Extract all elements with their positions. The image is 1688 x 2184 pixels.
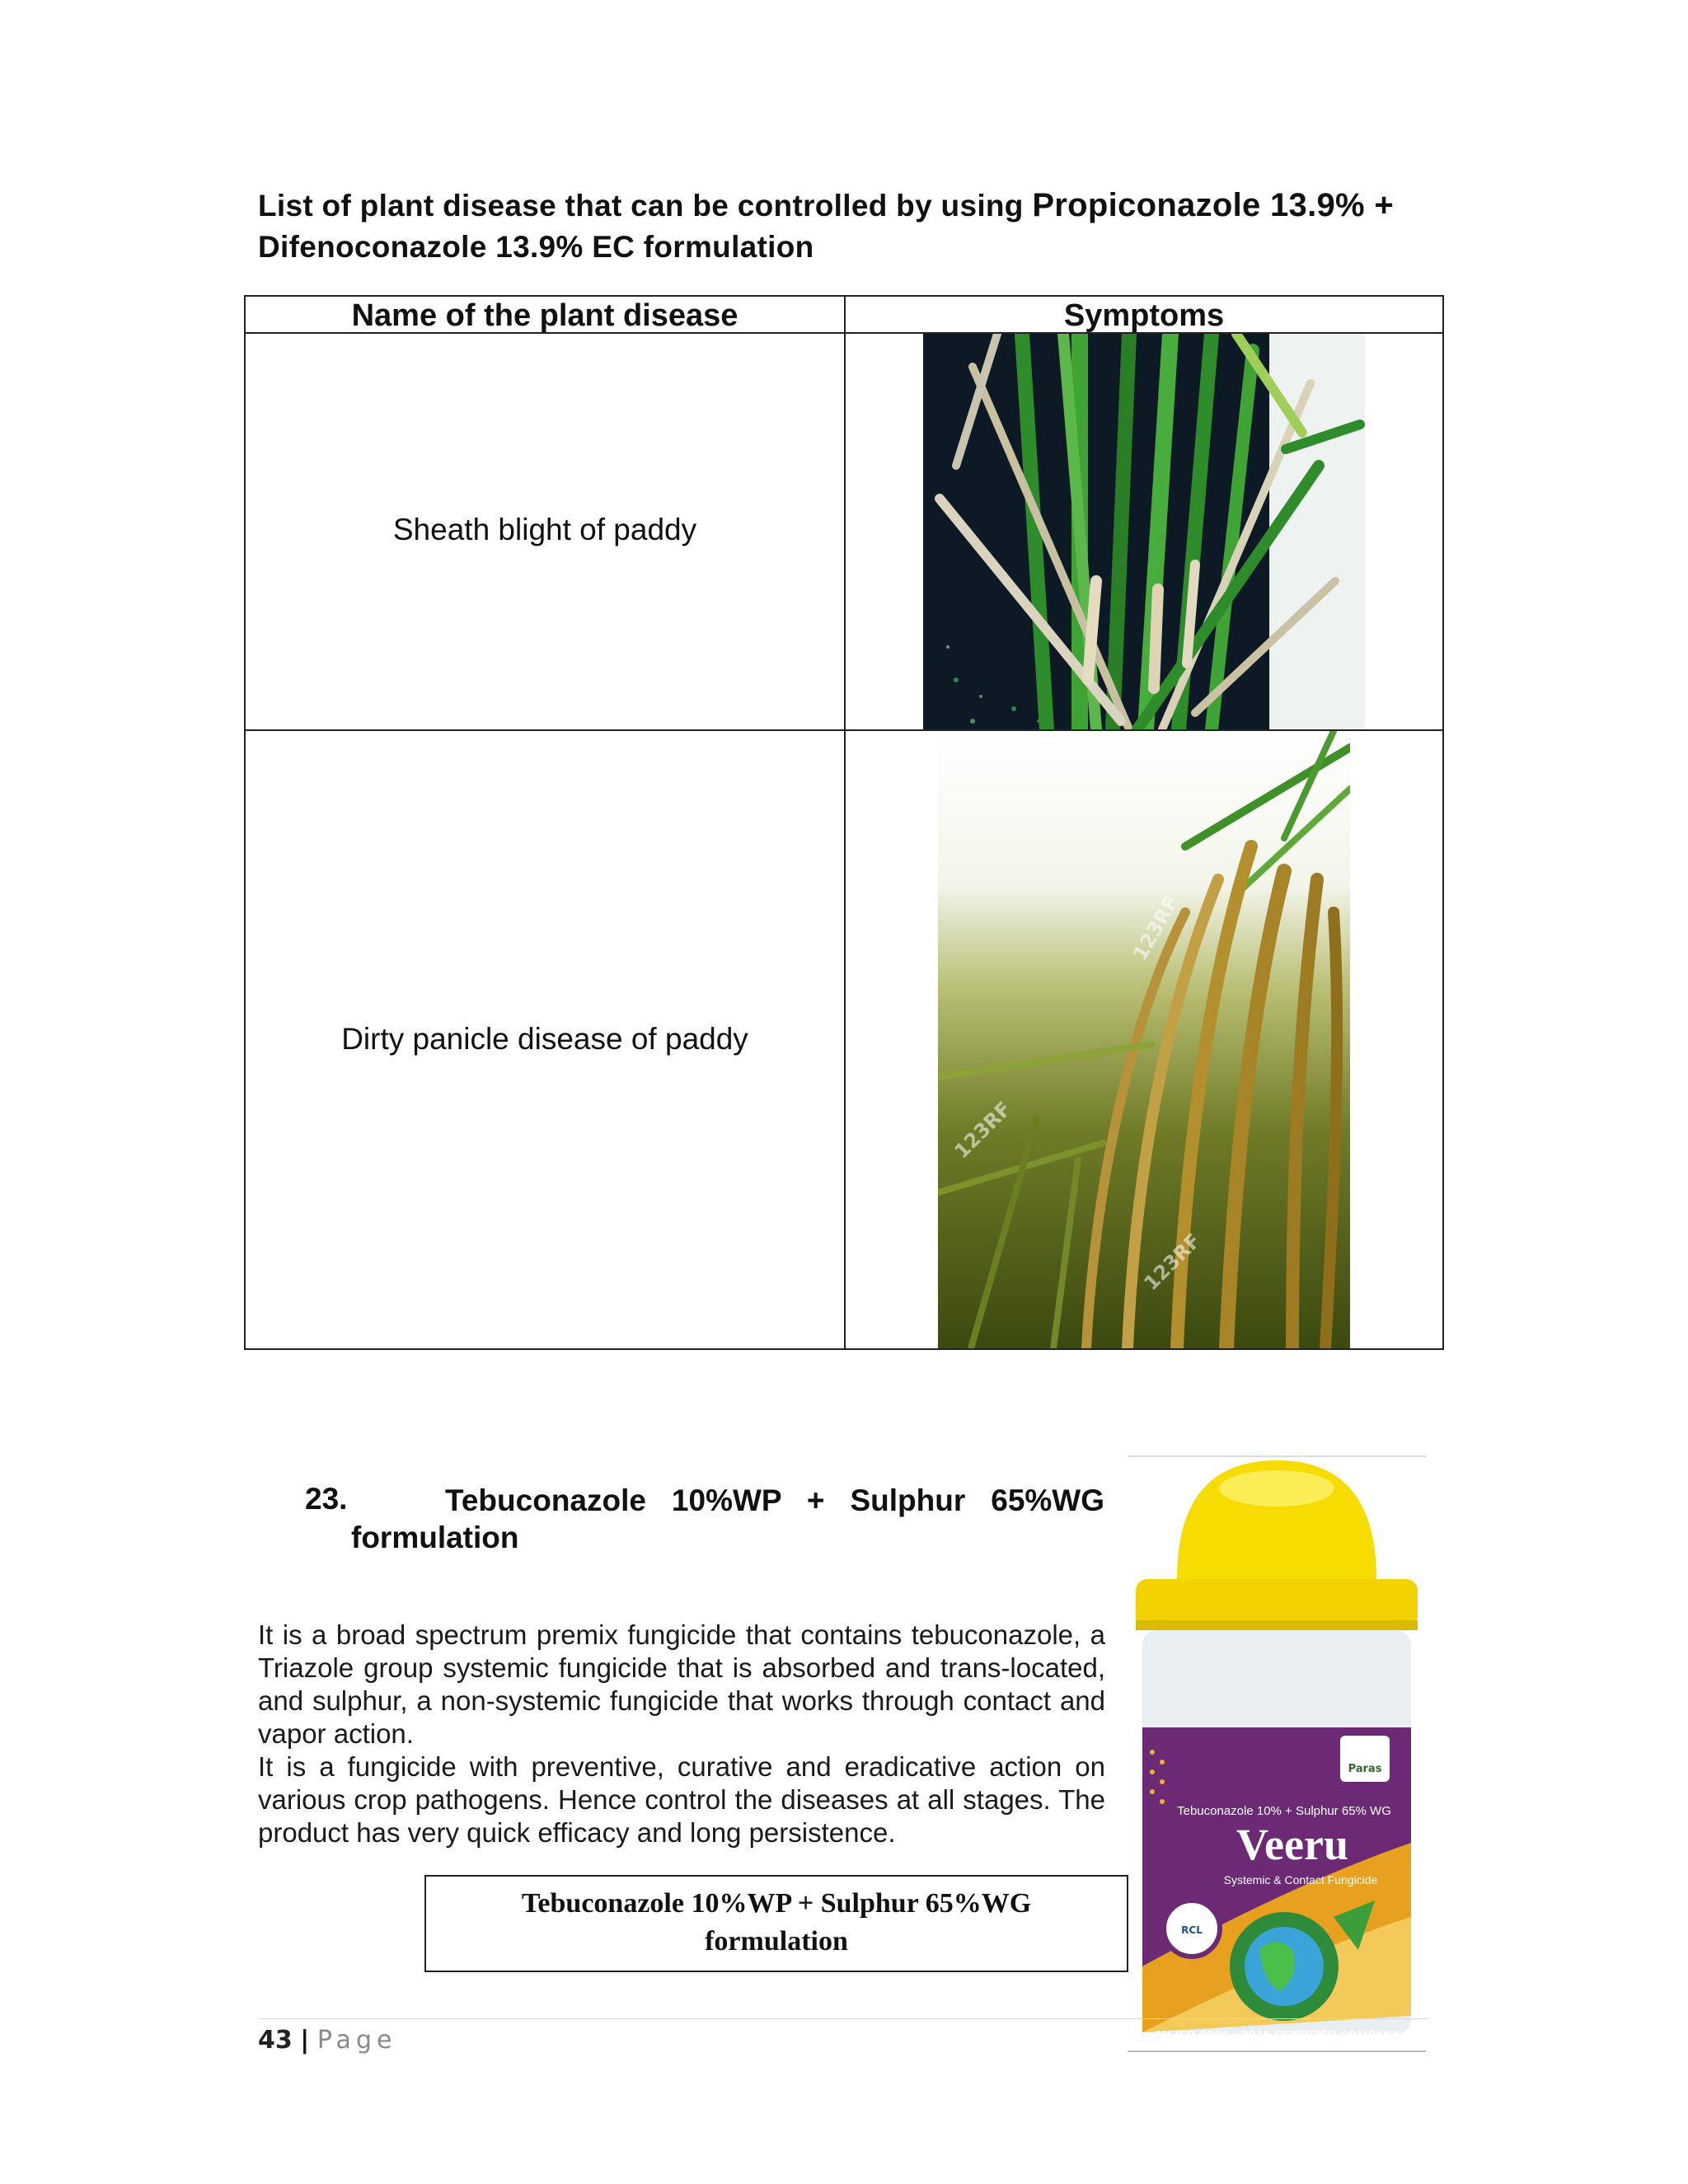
page-number: 43	[258, 2026, 293, 2055]
product-cert: AN ISO 9001 : 2015 CERTIFIED COMPANY	[1153, 2030, 1400, 2042]
formulation-caption-line1: Tebuconazole 10%WP + Sulphur 65%WG	[521, 1888, 1032, 1919]
formulation-caption-box	[424, 1875, 1128, 1972]
dirty-panicle-photo	[938, 731, 1350, 1348]
watermark-2: 123RF	[950, 1097, 1016, 1164]
column-divider	[844, 297, 846, 1348]
footer-separator: |	[300, 2026, 310, 2055]
section-title: Tebuconazole 10%WP + Sulphur 65%WG formulation	[351, 1483, 1104, 1554]
product-logo-text: Paras	[1348, 1763, 1382, 1775]
intro-product-line1: Propiconazole 13.9% +	[1032, 187, 1394, 223]
header-disease-name: Name of the plant disease	[246, 297, 844, 334]
product-seal-text: RCL	[1181, 1924, 1203, 1936]
intro-heading	[258, 185, 1430, 268]
watermark-3: 123RF	[1139, 1229, 1206, 1296]
sheath-blight-photo	[923, 334, 1365, 729]
product-frame-bottom	[1128, 2050, 1426, 2052]
product-jar-image	[1128, 1455, 1426, 2050]
body-paragraph-1: It is a broad spectrum premix fungicide that contains tebuconazole, a Triazole group systemic fungicide that is absorbed and trans-located, and sulphur, a non-systemic fungicide that works through contact and vapor action.	[258, 1619, 1105, 1749]
disease-table	[244, 295, 1444, 1350]
watermark-1: 123RF	[1128, 892, 1184, 964]
footer-rule	[258, 2018, 1428, 2019]
product-composition: Tebuconazole 10% + Sulphur 65% WG	[1177, 1804, 1391, 1818]
disease-sheath-blight: Sheath blight of paddy	[392, 513, 697, 546]
product-brand: Veeru	[1236, 1820, 1348, 1869]
intro-product-line2: Difenoconazole 13.9% EC formulation	[258, 230, 814, 264]
header-symptoms: Symptoms	[846, 297, 1442, 334]
section-number: 23.	[305, 1482, 348, 1516]
formulation-caption-line2: formulation	[705, 1926, 848, 1957]
product-tagline: Systemic & Contact Fungicide	[1223, 1873, 1378, 1886]
intro-prefix: List of plant disease that can be controlled by using	[258, 189, 1024, 223]
disease-dirty-panicle: Dirty panicle disease of paddy	[341, 1022, 748, 1056]
page-label: Page	[316, 2026, 397, 2055]
page-footer	[258, 2026, 396, 2055]
section-body	[258, 1619, 1105, 1849]
body-paragraph-2: It is a fungicide with preventive, curative and eradicative action on various crop pathogens. Hence control the diseases at all stages. The product has very quick efficacy and long persistence.	[258, 1751, 1105, 1848]
